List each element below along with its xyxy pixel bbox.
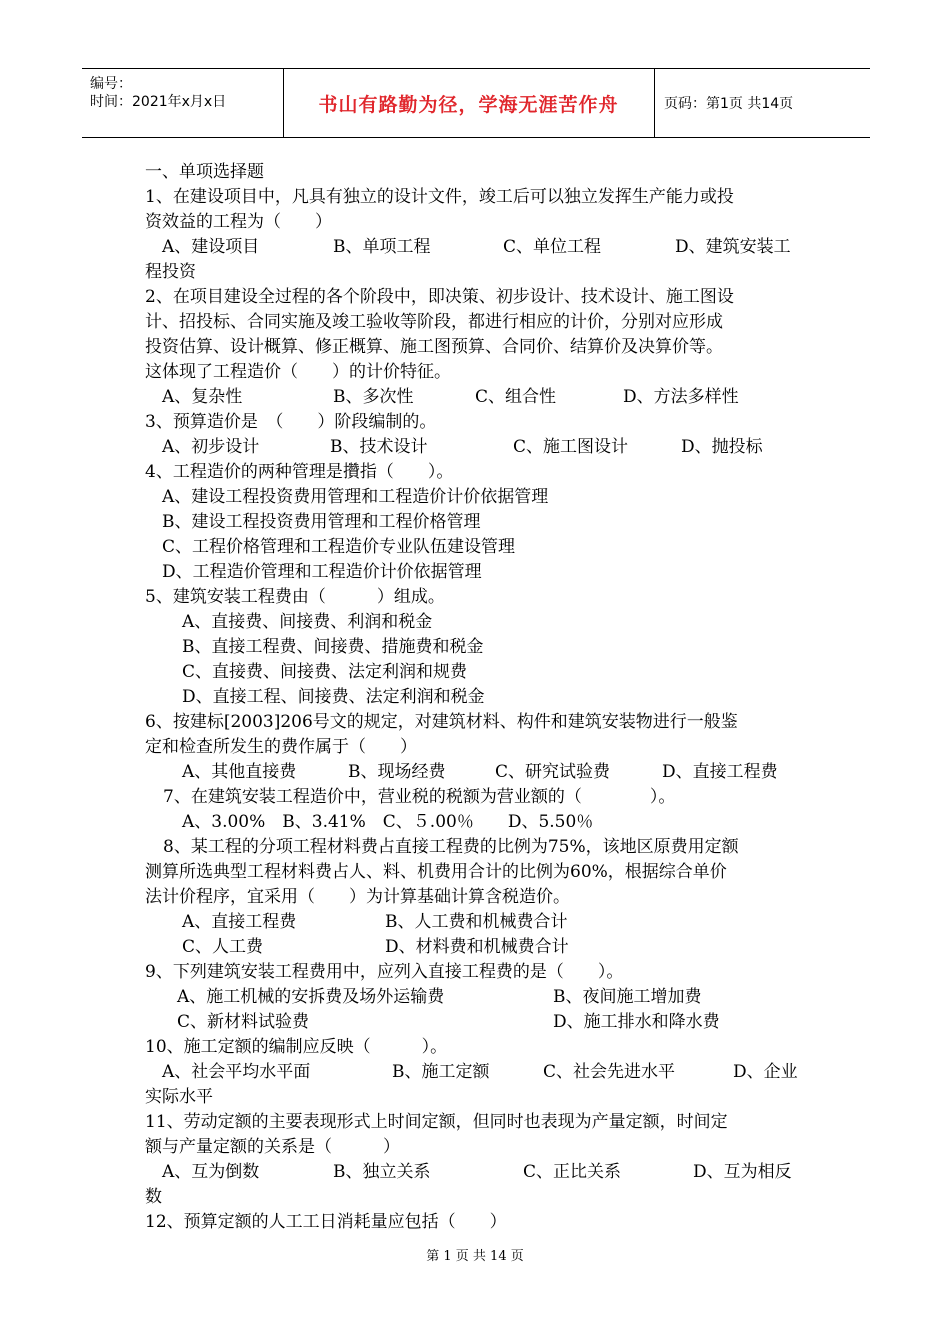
question-11-option-d: D、互为相反 [693, 1162, 792, 1182]
header-motto-cell [283, 69, 655, 137]
question-3-option-a: A、初步设计 [162, 437, 260, 457]
question-8-line-2: 测算所选典型工程材料费占人、料、机费用合计的比例为60%，根据综合单价 [145, 862, 727, 882]
question-3-option-c: C、施工图设计 [513, 437, 629, 457]
question-6-option-a: A、其他直接费 [182, 762, 297, 782]
question-5-option-c: C、直接费、间接费、法定利润和规费 [182, 662, 468, 682]
question-10-option-d: D、企业 [733, 1062, 798, 1082]
question-6-option-d: D、直接工程费 [662, 762, 778, 782]
question-2-line-2: 计、招投标、合同实施及竣工验收等阶段，都进行相应的计价，分别对应形成 [145, 312, 723, 332]
question-2-option-d: D、方法多样性 [623, 387, 739, 407]
question-3-line-1: 3、预算造价是 （ ）阶段编制的。 [145, 412, 437, 432]
question-4-option-a: A、建设工程投资费用管理和工程造价计价依据管理 [162, 487, 549, 507]
question-10-option-a: A、社会平均水平面 [162, 1062, 311, 1082]
question-1-option-a: A、建设项目 [162, 237, 260, 257]
question-11-option-a: A、互为倒数 [162, 1162, 260, 1182]
question-5-line-1: 5、建筑安装工程费由（ ）组成。 [145, 587, 445, 607]
page-footer: 第 1 页 共 14 页 [426, 1249, 524, 1264]
question-2-option-c: C、组合性 [475, 387, 557, 407]
question-5-option-a: A、直接费、间接费、利润和税金 [182, 612, 433, 632]
question-4-option-c: C、工程价格管理和工程造价专业队伍建设管理 [162, 537, 516, 557]
question-1-option-c: C、单位工程 [503, 237, 602, 257]
question-3-option-b: B、技术设计 [330, 437, 428, 457]
question-6-option-c: C、研究试验费 [495, 762, 611, 782]
question-2-line-3: 投资估算、设计概算、修正概算、施工图预算、合同价、结算价及决算价等。 [145, 337, 723, 357]
question-5-option-b: B、直接工程费、间接费、措施费和税金 [182, 637, 484, 657]
question-2-option-b: B、多次性 [333, 387, 414, 407]
question-4-line-1: 4、工程造价的两种管理是攢指（ ）。 [145, 462, 454, 482]
question-8-line-3: 法计价程序，宜采用（ ）为计算基础计算含税造价。 [145, 887, 570, 907]
time-label: 时间：2021年x月x日 [90, 94, 227, 110]
question-9-option-d: D、施工排水和降水费 [553, 1012, 720, 1032]
page-info: 页码：第1页 共14页 [664, 96, 794, 112]
question-2-line-4: 这体现了工程造价（ ）的计价特征。 [145, 362, 451, 382]
question-2-line-1: 2、在项目建设全过程的各个阶段中，即决策、初步设计、技术设计、施工图设 [145, 287, 734, 307]
question-11-option-b: B、独立关系 [333, 1162, 431, 1182]
question-8-option-b: B、人工费和机械费合计 [385, 912, 568, 932]
question-10-option-b: B、施工定额 [392, 1062, 490, 1082]
question-8-option-c: C、人工费 [182, 937, 264, 957]
question-10-line-1: 10、施工定额的编制应反映（ ）。 [145, 1037, 448, 1057]
page-header [82, 68, 870, 138]
question-7-line-1: 7、在建筑安装工程造价中，营业税的税额为营业额的（ ）。 [163, 787, 676, 807]
question-11-line-4: 数 [145, 1187, 162, 1207]
question-6-option-b: B、现场经费 [348, 762, 446, 782]
question-9-option-a: A、施工机械的安拆费及场外运输费 [177, 987, 445, 1007]
question-1-option-d: D、建筑安装工 [675, 237, 791, 257]
question-8-option-a: A、直接工程费 [182, 912, 297, 932]
question-7-options: A、3.00% B、3.41% C、５.00％ D、5.50％ [182, 812, 594, 832]
question-3-option-d: D、抛投标 [681, 437, 763, 457]
question-4-option-b: B、建设工程投资费用管理和工程价格管理 [162, 512, 481, 532]
number-label: 编号： [90, 76, 132, 92]
question-10-line-3: 实际水平 [145, 1087, 213, 1107]
section-title: 一、单项选择题 [145, 162, 264, 182]
question-2-option-a: A、复杂性 [162, 387, 243, 407]
header-meta-cell [82, 69, 284, 137]
question-11-line-2: 额与产量定额的关系是（ ） [145, 1137, 400, 1157]
question-9-option-c: C、新材料试验费 [177, 1012, 310, 1032]
question-5-option-d: D、直接工程、间接费、法定利润和税金 [182, 687, 485, 707]
question-1-option-b: B、单项工程 [333, 237, 431, 257]
question-4-option-d: D、工程造价管理和工程造价计价依据管理 [162, 562, 482, 582]
question-1-line-1: 1、在建设项目中，凡具有独立的设计文件，竣工后可以独立发挥生产能力或投 [145, 187, 734, 207]
question-9-option-b: B、夜间施工增加费 [553, 987, 702, 1007]
question-8-option-d: D、材料费和机械费合计 [385, 937, 569, 957]
question-11-option-c: C、正比关系 [523, 1162, 622, 1182]
question-1-line-4: 程投资 [145, 262, 196, 282]
question-9-line-1: 9、下列建筑安装工程费用中，应列入直接工程费的是（ ）。 [145, 962, 624, 982]
question-8-line-1: 8、某工程的分项工程材料费占直接工程费的比例为75%，该地区原费用定额 [163, 837, 739, 857]
question-11-line-1: 11、劳动定额的主要表现形式上时间定额，但同时也表现为产量定额，时间定 [145, 1112, 728, 1132]
question-1-line-2: 资效益的工程为（ ） [145, 212, 332, 232]
motto-text: 书山有路勤为径，学海无涯苦作舟 [318, 93, 619, 116]
header-page-info-cell [664, 69, 870, 137]
question-6-line-2: 定和检查所发生的费作属于（ ） [145, 737, 417, 757]
question-10-option-c: C、社会先进水平 [543, 1062, 676, 1082]
question-12-line-1: 12、预算定额的人工工日消耗量应包括（ ） [145, 1212, 507, 1232]
question-6-line-1: 6、按建标[2003]206号文的规定，对建筑材料、构件和建筑安装物进行一般鉴 [145, 712, 738, 732]
